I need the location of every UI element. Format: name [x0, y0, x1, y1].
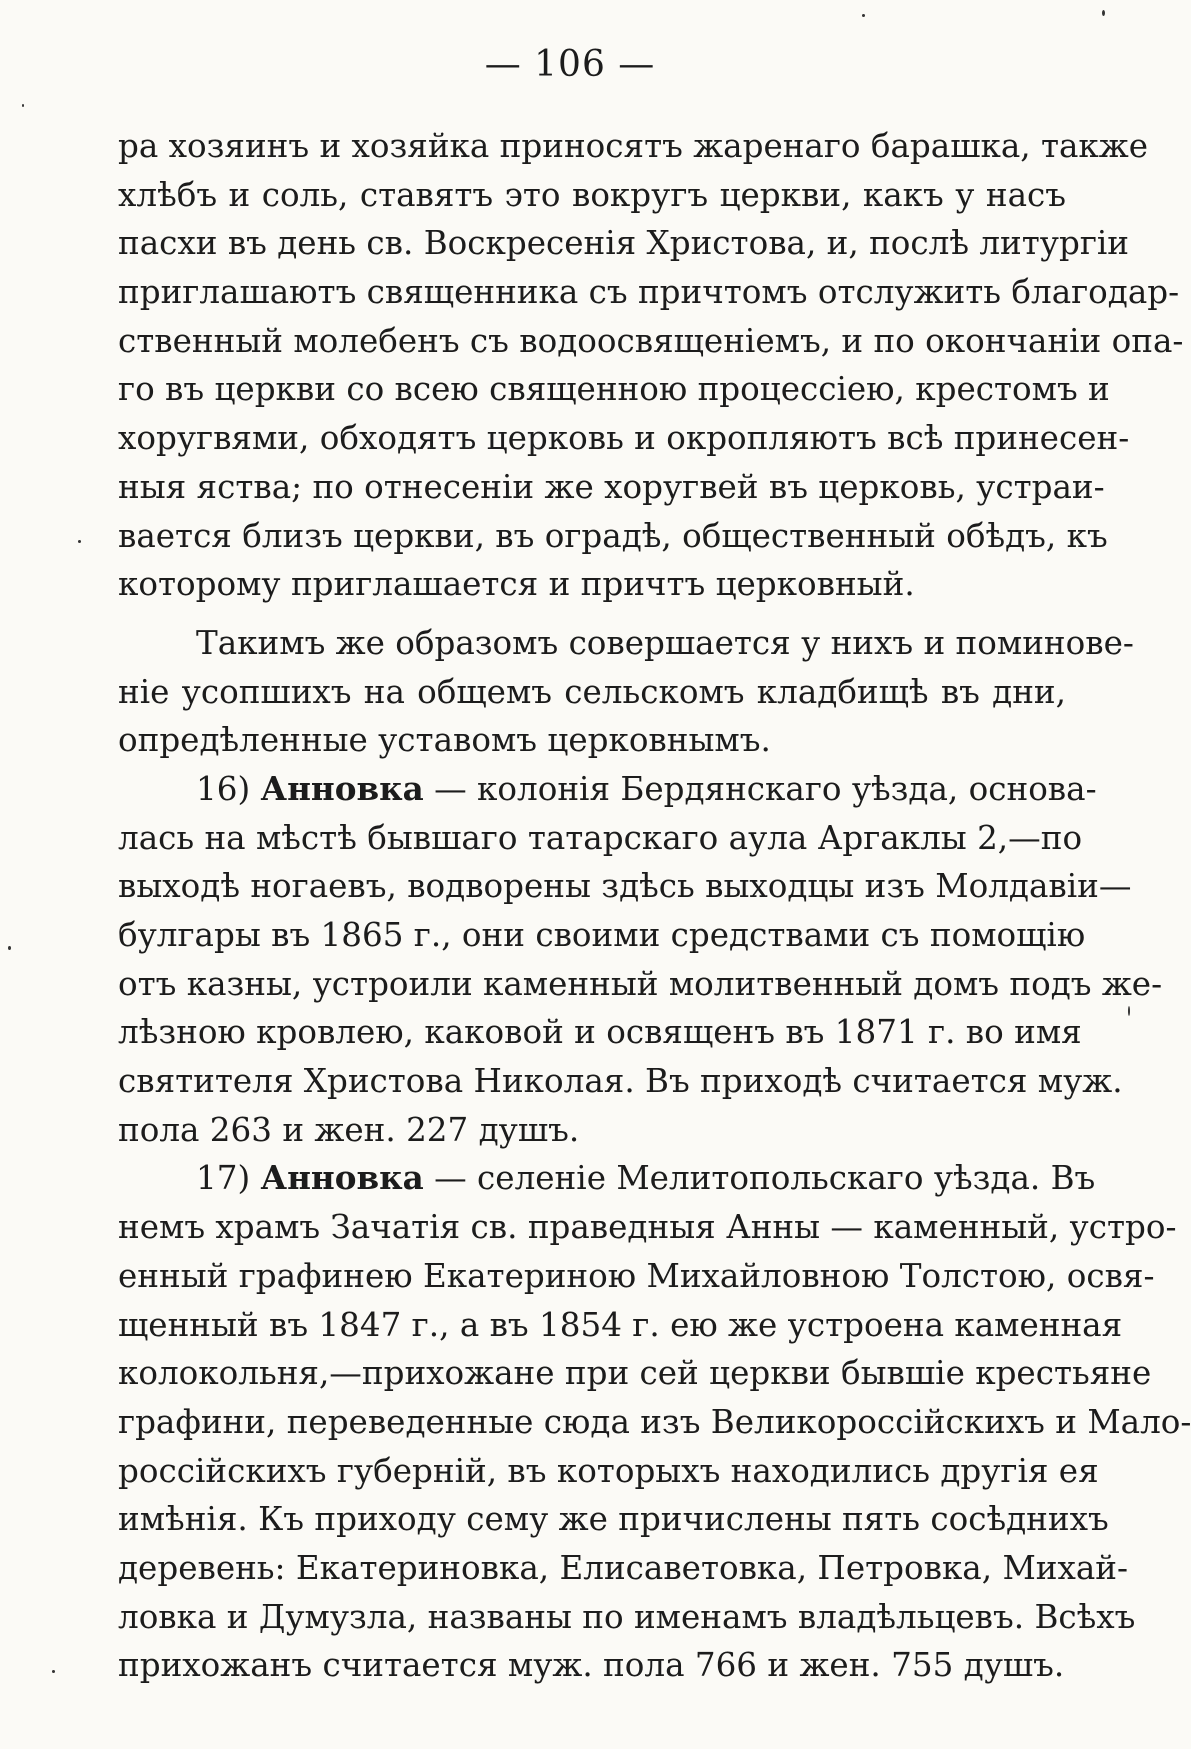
text-line: вается близъ церкви, въ оградѣ, общественный обѣдъ, къ [118, 516, 1108, 555]
text-line: опредѣленные уставомъ церковнымъ. [118, 721, 771, 760]
print-speck [52, 1670, 55, 1673]
text-fragment: — колонія Бердянскаго уѣзда, основа- [434, 769, 1097, 808]
text-line: немъ храмъ Зачатія св. праведныя Анны — каменный, устро- [118, 1208, 1177, 1247]
text-line: деревень: Екатериновка, Елисаветовка, Петровка, Михай- [118, 1548, 1129, 1587]
print-speck [1128, 1006, 1130, 1016]
entry-17-first-line [118, 1154, 1096, 1203]
text-fragment: — селеніе Мелитопольскаго уѣзда. Въ [434, 1159, 1096, 1198]
text-line: го въ церкви со всею священною процессіею, крестомъ и [118, 370, 1110, 409]
entry-heading: Анновка [260, 1158, 424, 1198]
text-line: хлѣбъ и соль, ставятъ это вокругъ церкви, какъ у насъ [118, 175, 1066, 214]
text-line: пасхи въ день св. Воскресенія Христова, и, послѣ литургіи [118, 224, 1130, 263]
entry-heading: Анновка [260, 768, 424, 808]
text-line: приглашаютъ священника съ причтомъ отслужить благодар- [118, 273, 1180, 312]
print-speck [78, 540, 81, 543]
text-line: имѣнія. Къ приходу сему же причислены пять сосѣднихъ [118, 1500, 1109, 1539]
print-speck [22, 104, 24, 107]
text-line: графини, переведенные сюда изъ Великороссійскихъ и Мало- [118, 1402, 1191, 1441]
text-line: выходѣ ногаевъ, водворены здѣсь выходцы изъ Молдавіи— [118, 867, 1132, 906]
text-line: которому приглашается и причтъ церковный. [118, 565, 915, 604]
text-line: ловка и Думузла, названы по именамъ владѣльцевъ. Всѣхъ [118, 1597, 1136, 1636]
page-text [118, 122, 1191, 1690]
entry-16-first-line [118, 765, 1097, 814]
text-line: колокольня,—прихожане при сей церкви бывшіе крестьяне [118, 1354, 1152, 1393]
text-line: россійскихъ губерній, въ которыхъ находились другія ея [118, 1451, 1099, 1490]
text-line: Такимъ же образомъ совершается у нихъ и поминове- [196, 623, 1134, 662]
text-line: пола 263 и жен. 227 душъ. [118, 1110, 580, 1149]
print-speck [1102, 10, 1105, 16]
text-line: ныя яства; по отнесеніи же хоругвей въ церковь, устраи- [118, 467, 1105, 506]
text-line: булгары въ 1865 г., они своими средствами съ помощію [118, 916, 1086, 954]
text-line: енный графинею Екатериною Михайловною Толстою, освя- [118, 1256, 1155, 1295]
entry-number: 16) [196, 769, 251, 808]
text-line: святителя Христова Николая. Въ приходѣ считается муж. [118, 1062, 1123, 1101]
text-line: ственный молебенъ съ водоосвященіемъ, и по окончаніи опа- [118, 321, 1184, 360]
text-line: ра хозяинъ и хозяйка приносятъ жаренаго барашка, также [118, 127, 1149, 165]
page-number: — 106 — [484, 44, 656, 85]
text-line: щенный въ 1847 г., а въ 1854 г. ею же устроена каменная [118, 1305, 1123, 1344]
text-line: лѣзною кровлею, каковой и освященъ въ 1871 г. во имя [118, 1013, 1082, 1052]
text-line: хоругвями, обходятъ церковь и окропляютъ всѣ принесен- [118, 419, 1130, 458]
print-speck [8, 946, 11, 950]
text-line: ніе усопшихъ на общемъ сельскомъ кладбищѣ въ дни, [118, 672, 1066, 711]
text-line: прихожанъ считается муж. пола 766 и жен. 755 душъ. [118, 1646, 1065, 1685]
text-line: лась на мѣстѣ бывшаго татарскаго аула Аргаклы 2,—по [118, 818, 1083, 857]
print-speck [862, 14, 865, 17]
entry-number: 17) [196, 1159, 251, 1198]
text-line: отъ казны, устроили каменный молитвенный домъ подъ же- [118, 964, 1163, 1003]
